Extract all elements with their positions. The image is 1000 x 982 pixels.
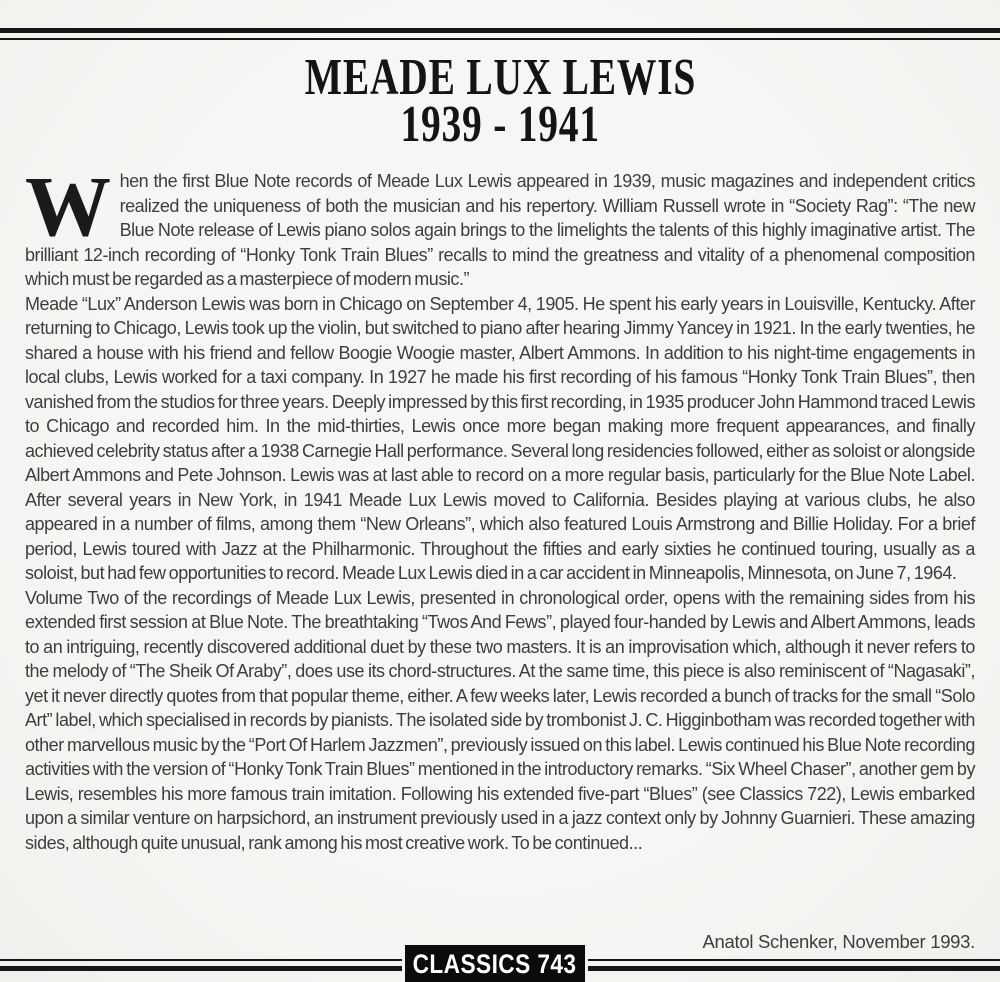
paragraph-biography: Meade “Lux” Anderson Lewis was born in Chicago on September 4, 1905. He spent his early years in Louisville, Kentucky. After returning to Chicago, Lewis took up the violin, but switched to piano after hearing Jimmy Yancey in 1921. In the early twenties, he shared a house with his friend and fellow Boogie Woogie master, Albert Ammons. In addition to his night-time engagements in local clubs, Lewis worked for a taxi company. In 1927 he made his first recording of his famous “Honky Tonk Train Blues”, then vanished from the studios for three years. Deeply impressed by this first recording, in 1935 producer John Hammond traced Lewis to Chicago and recorded him. In the mid-thirties, Lewis once more began making more frequent appearances, and finally achieved celebrity status after a 1938 Carnegie Hall performance. Several long residencies followed, either as soloist or alongside Albert Ammons and Pete Johnson. Lewis was at last able to record on a more regular basis, particularly for the Blue Note Label. After several years in New York, in 1941 Meade Lux Lewis moved to California. Besides playing at various clubs, he also appeared in a number of films, among them “New Orleans”, which also featured Louis Armstrong and Billie Holiday. For a brief period, Lewis toured with Jazz at the Philharmonic. Throughout the fifties and early sixties he continued touring, usually as a soloist, but had few opportunities to record. Meade Lux Lewis died in a car accident in Minneapolis, Minnesota, on June 7, 1964. (25, 293, 975, 583)
author-attribution: Anatol Schenker, November 1993. (702, 931, 975, 952)
classics-badge (402, 942, 588, 982)
top-rule-thin (0, 38, 1000, 40)
title-years: 1939 - 1941 (400, 96, 600, 153)
drop-cap: W (25, 158, 111, 254)
classics-badge-label: CLASSICS 743 (413, 948, 577, 979)
paragraph-intro (25, 158, 975, 292)
page-title (0, 49, 1000, 153)
top-rule-thick (0, 28, 1000, 33)
paragraph-volume-two: Volume Two of the recordings of Meade Lux Lewis, presented in chronological order, opens with the remaining sides from his extended first session at Blue Note. The breathtaking “Twos And Fews”, played four-handed by Lewis and Albert Ammons, leads to an intriguing, recently discovered additional duet by these two masters. It is an improvisation which, although it never refers to the melody of “The Sheik Of Araby”, does use its chord-structures. At the same time, this piece is also reminiscent of “Nagasaki”, yet it never directly quotes from that popular theme, either. A few weeks later, Lewis recorded a bunch of tracks for the small “Solo Art” label, which specialised in records by pianists. The isolated side by trombonist J. C. Higginbotham was recorded together with other marvellous music by the “Port Of Harlem Jazzmen”, previously issued on this label. Lewis continued his Blue Note recording activities with the version of “Honky Tonk Train Blues” mentioned in the introductory remarks. “Six Wheel Chaser”, another gem by Lewis, resembles his more famous train imitation. Following his extended five-part “Blues” (see Classics 722), Lewis embarked upon a similar venture on harpsichord, an instrument previously used in a jazz context only by Johnny Guarnieri. These amazing sides, although quite unusual, rank among his most creative work. To be continued... (25, 587, 975, 853)
liner-notes-text (0, 158, 1000, 855)
paragraph-intro-text: hen the first Blue Note records of Meade Lux Lewis appeared in 1939, music magazines and independent critics realized the uniqueness of both the musician and his repertory. William Russell wrote in “Society Rag”: “The new Blue Note release of Lewis piano solos again brings to the limelights the talents of this highly imaginative artist. The brilliant 12-inch recording of “Honky Tonk Train Blues” recalls to mind the greatness and vitality of a phenomenal composition which must be regarded as a masterpiece of modern music.” (25, 171, 975, 289)
title-artist: MEADE LUX LEWIS (304, 49, 696, 106)
